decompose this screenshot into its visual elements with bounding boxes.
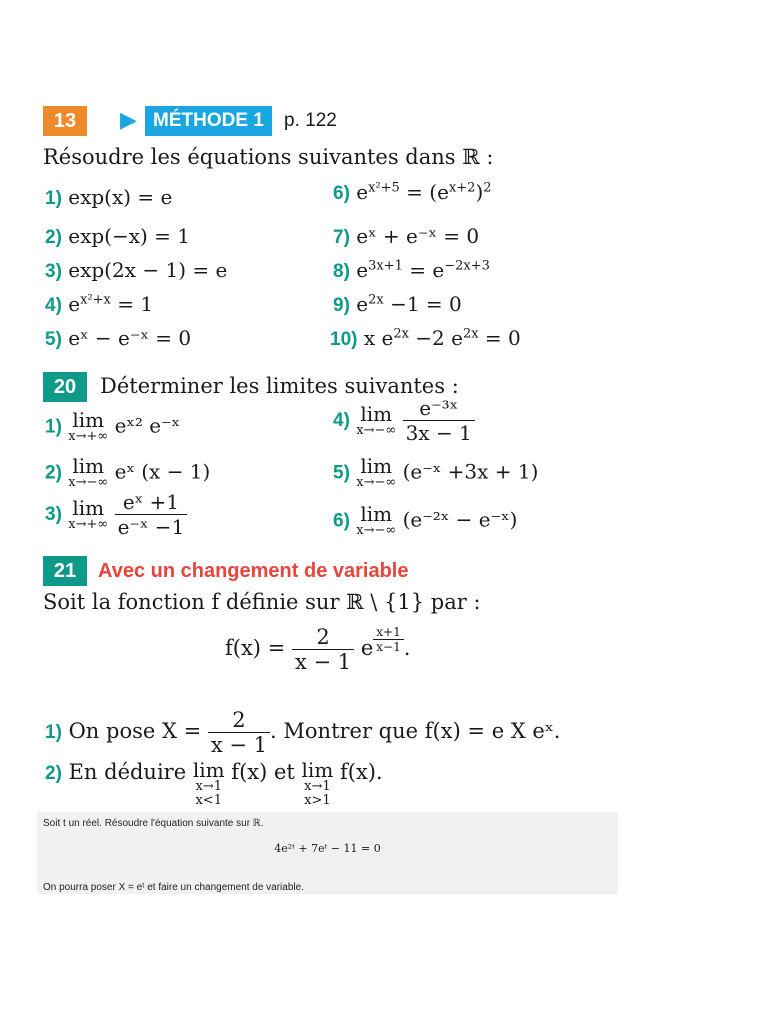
exercise-21-title: Avec un changement de variable bbox=[98, 560, 409, 582]
limit-5: 5) lim x→−∞ (e⁻ˣ +3x + 1) bbox=[333, 454, 539, 490]
arrow-right-icon: ▶ bbox=[120, 108, 137, 133]
equation-9: 9) $e^{2x} -1 = 0$ bbox=[333, 292, 462, 316]
extra-exercise-box bbox=[37, 812, 618, 894]
limit-2: 2) lim x→−∞ eˣ (x − 1) bbox=[45, 454, 211, 490]
equation-2: 2) exp(−x) = 1 bbox=[45, 224, 191, 248]
box-line-2: On pourra poser X = eᵗ et faire un changement de variable. bbox=[43, 882, 304, 893]
equation-5: 5) eˣ − e⁻ˣ = 0 bbox=[45, 326, 192, 350]
limit-4: 4) lim x→−∞ $\frac{\text{e⁻³ˣ}}{3x - 1}$ bbox=[333, 396, 475, 445]
question-1: 1) On pose X = $\frac{2}{x - 1}$ . Montrer que f(x) = e X eˣ. bbox=[45, 708, 561, 757]
exercise-20-instruction: Déterminer les limites suivantes : bbox=[100, 374, 459, 398]
limit-1: 1) lim x→+∞ eˣ² e⁻ˣ bbox=[45, 408, 181, 444]
equation-4: 4) $e^{x^2+x} = 1$ bbox=[45, 292, 154, 316]
exercise-21-badge: 21 bbox=[43, 556, 87, 586]
equation-1: 1) exp(x) = e bbox=[45, 185, 173, 209]
methode-badge[interactable]: MÉTHODE 1 bbox=[145, 106, 272, 136]
exercise-20-badge: 20 bbox=[43, 372, 87, 402]
box-equation: 4e²ᵗ + 7eᵗ − 11 = 0 bbox=[274, 842, 381, 855]
page-reference: p. 122 bbox=[284, 110, 337, 131]
exercise-21-intro: Soit la fonction f définie sur ℝ \ {1} par : bbox=[43, 590, 481, 614]
exercise-13-badge: 13 bbox=[43, 106, 87, 136]
exercise-13-instruction: Résoudre les équations suivantes dans ℝ : bbox=[43, 145, 494, 169]
function-definition: f(x) = $\frac{2}{x - 1}$ e $\frac{x+1}{x-1}$ . bbox=[225, 625, 411, 674]
equation-3: 3) exp(2x − 1) = e bbox=[45, 258, 228, 282]
equation-8: 8) $e^{3x+1} = e^{-2x+3}$ bbox=[333, 258, 490, 282]
limit-6: 6) lim x→−∞ (e⁻²ˣ − e⁻ˣ) bbox=[333, 502, 518, 538]
equation-10: 10) x $e^{2x} -2$ $e^{2x} = 0$ bbox=[330, 326, 521, 350]
limit-3: 3) lim x→+∞ $\frac{\text{eˣ +1}}{\text{e⁻ˣ −1}}$ bbox=[45, 490, 187, 539]
box-line-1: Soit t un réel. Résoudre l'équation suivante sur ℝ. bbox=[43, 818, 264, 829]
equation-7: 7) eˣ + e⁻ˣ = 0 bbox=[333, 224, 480, 248]
equation-6: 6) $e^{x^2+5} = (e^{x+2})^2$ bbox=[333, 180, 492, 204]
question-2: 2) En déduire lim x→1 x<1 f(x) et lim x→1 x>1 f(x). bbox=[45, 758, 383, 808]
